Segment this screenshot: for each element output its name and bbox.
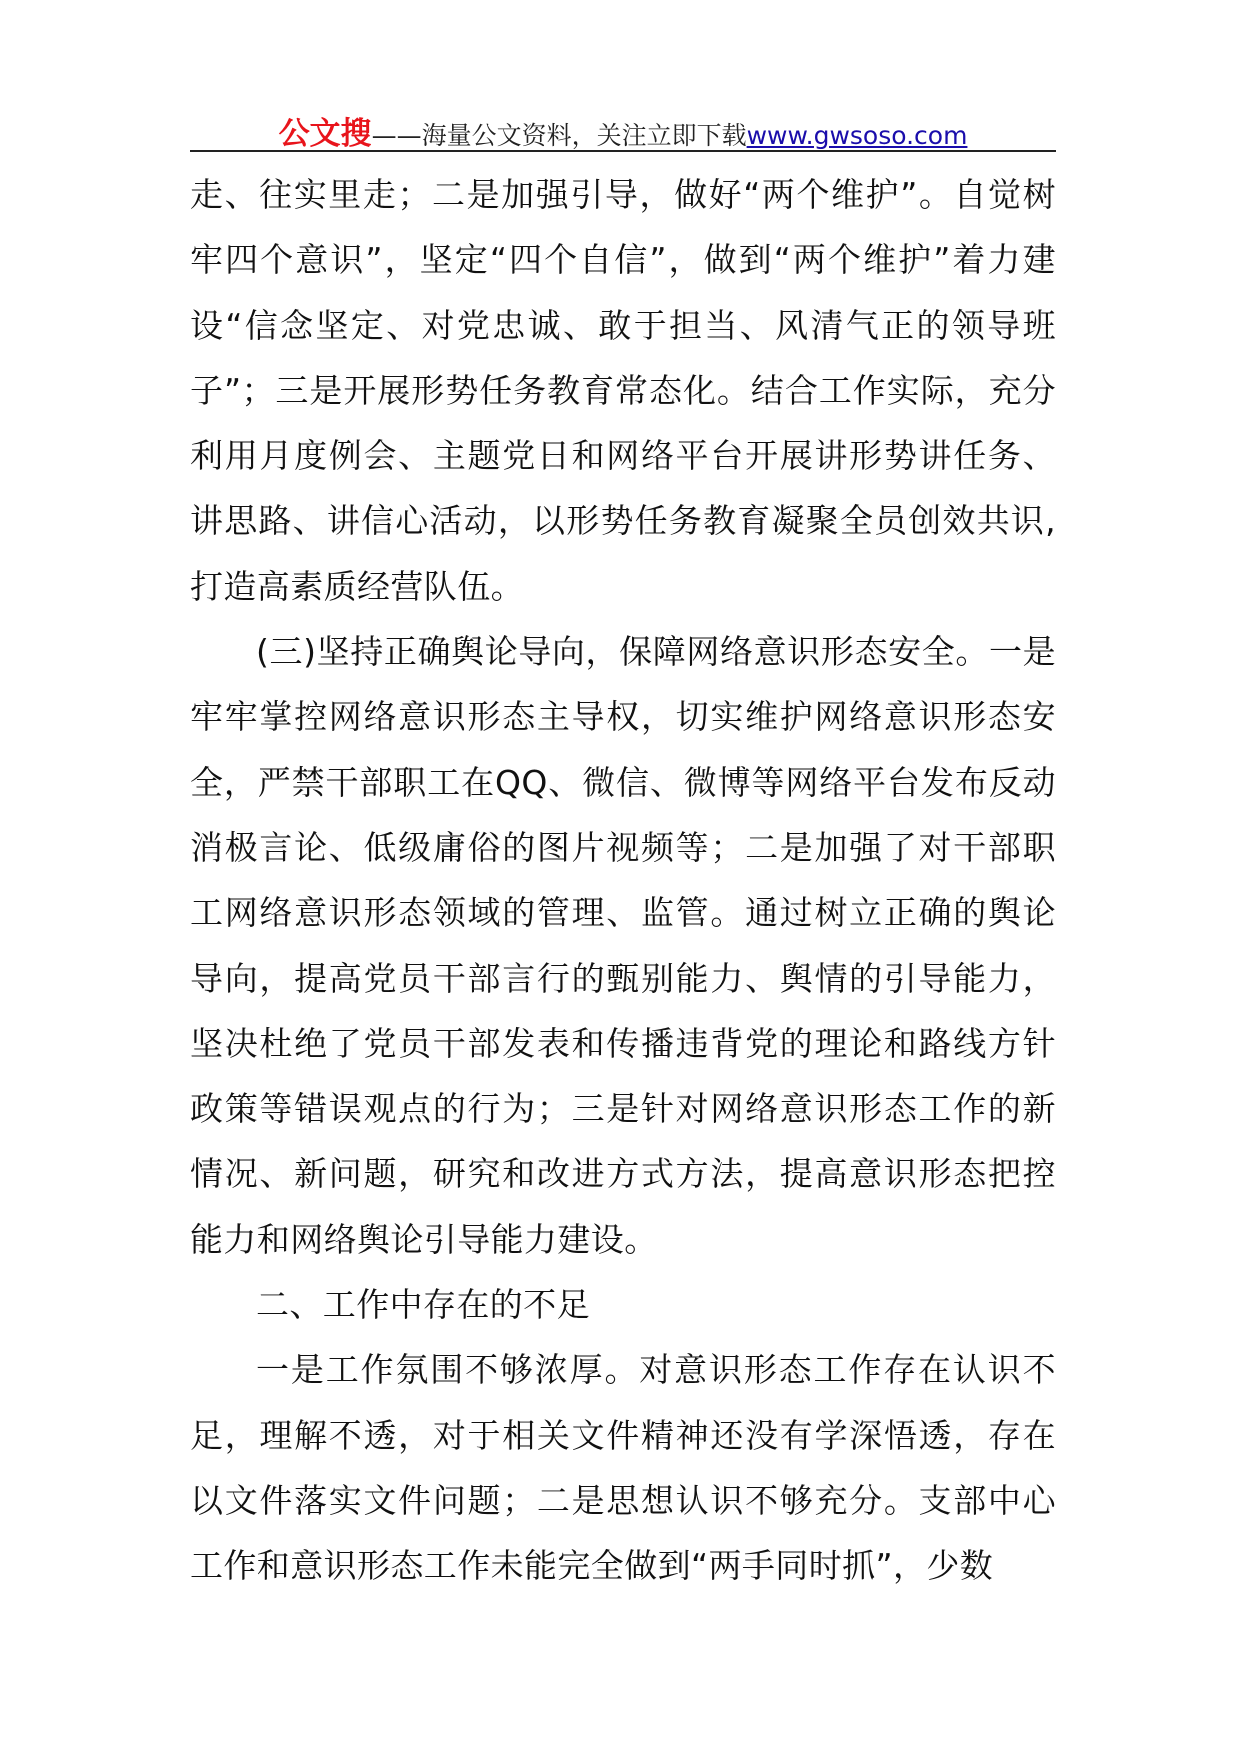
- paragraph-shortcomings: 一是工作氛围不够浓厚。对意识形态工作存在认识不足，理解不透，对于相关文件精神还没有学深悟透，存在以文件落实文件问题；二是思想认识不够充分。支部中心工作和意识形态工作未能完全做到“两手同时抓”，少数: [190, 1350, 1056, 1586]
- header-line: [279, 106, 968, 153]
- section-heading-shortcomings: 二、工作中存在的不足: [256, 1285, 590, 1325]
- website-link[interactable]: www.gwsoso.com: [746, 121, 968, 150]
- paragraph-section-three: (三)坚持正确舆论导向，保障网络意识形态安全。一是牢牢掌控网络意识形态主导权，切实维护网络意识形态安全，严禁干部职工在QQ、微信、微博等网络平台发布反动消极言论、低级庸俗的图片视频等；二是加强了对干部职工网络意识形态领域的管理、监管。通过树立正确的舆论导向，提高党员干部言行的甄别能力、舆情的引导能力，坚决杜绝了党员干部发表和传播违背党的理论和路线方针政策等错误观点的行为；三是针对网络意识形态工作的新情况、新问题，研究和改进方式方法，提高意识形态把控能力和网络舆论引导能力建设。: [190, 632, 1056, 1259]
- paragraph-continuation: 走、往实里走；二是加强引导，做好“两个维护”。自觉树牢四个意识”，坚定“四个自信”，做到“两个维护”着力建设“信念坚定、对党忠诚、敢于担当、风清气正的领导班子”；三是开展形势任务教育常态化。结合工作实际，充分利用月度例会、主题党日和网络平台开展讲形势讲任务、讲思路、讲信心活动，以形势任务教育凝聚全员创效共识,打造高素质经营队伍。: [190, 175, 1056, 606]
- page-header: [190, 106, 1056, 152]
- header-tagline: ——海量公文资料，关注立即下载: [371, 121, 747, 150]
- brand-logo-text: 公文搜: [278, 116, 372, 152]
- document-body: [190, 162, 1056, 1599]
